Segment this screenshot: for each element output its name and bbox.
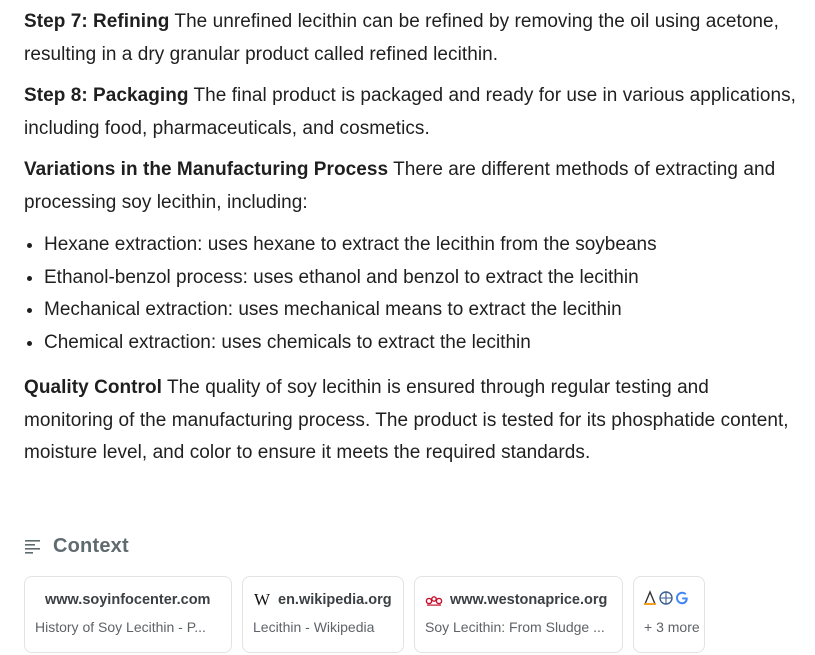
- westonaprice-icon: [425, 594, 443, 606]
- list-item: • Ethanol-benzol process: uses ethanol and benzol to extract the lecithin: [44, 262, 799, 295]
- text-lines-icon: [24, 538, 42, 554]
- context-title: Context: [53, 534, 129, 557]
- step-7-paragraph: [24, 6, 799, 71]
- source-card-wikipedia[interactable]: [242, 576, 404, 653]
- variations-text: There are different methods of extracting and processing soy lecithin, including:: [24, 159, 776, 213]
- source-favicon-icon: [642, 589, 658, 612]
- source-title: History of Soy Lecithin - P...: [35, 619, 206, 635]
- list-item: • Mechanical extraction: uses mechanical means to extract the lecithin: [44, 294, 799, 327]
- source-domain: en.wikipedia.org: [278, 592, 392, 608]
- answer-content: [24, 6, 799, 479]
- context-header: [24, 531, 129, 561]
- source-domain: www.westonaprice.org: [450, 592, 608, 608]
- more-sources-icons: [642, 590, 694, 610]
- web-favicon-icon: [658, 589, 674, 612]
- variations-heading: Variations in the Manufacturing Process: [24, 159, 389, 180]
- more-sources-label: + 3 more: [644, 619, 700, 635]
- card-header: [253, 590, 393, 610]
- quality-control-heading: Quality Control: [24, 377, 162, 398]
- step-7-text: The unrefined lecithin can be refined by removing the oil using acetone, resulting in a dry granular product called refined lecithin.: [24, 11, 779, 65]
- source-card-soyinfocenter[interactable]: [24, 576, 232, 653]
- step-8-heading: Step 8: Packaging: [24, 85, 189, 106]
- quality-control-text: The quality of soy lecithin is ensured through regular testing and monitoring of the manufacturing process. The product is tested for its phosphatide content, moisture level, and color to ensure it meets the required standards.: [24, 377, 789, 463]
- step-8-paragraph: [24, 80, 799, 145]
- quality-control-paragraph: [24, 372, 799, 470]
- source-cards: [24, 576, 705, 653]
- source-title: Soy Lecithin: From Sludge ...: [425, 619, 605, 635]
- more-sources-card[interactable]: [633, 576, 705, 653]
- list-item: • Chemical extraction: uses chemicals to extract the lecithin: [44, 327, 799, 360]
- list-item: • Hexane extraction: uses hexane to extract the lecithin from the soybeans: [44, 229, 799, 262]
- card-header: [35, 590, 221, 610]
- step-7-heading: Step 7: Refining: [24, 11, 170, 32]
- methods-list: [24, 229, 799, 359]
- google-icon: [674, 589, 690, 612]
- source-domain: www.soyinfocenter.com: [45, 592, 211, 608]
- source-title: Lecithin - Wikipedia: [253, 619, 375, 635]
- card-header: [425, 590, 612, 610]
- step-8-text: The final product is packaged and ready for use in various applications, including food, pharmaceuticals, and cosmetics.: [24, 85, 796, 139]
- wikipedia-icon: W: [253, 590, 271, 609]
- variations-paragraph: [24, 154, 799, 219]
- source-card-westonaprice[interactable]: [414, 576, 623, 653]
